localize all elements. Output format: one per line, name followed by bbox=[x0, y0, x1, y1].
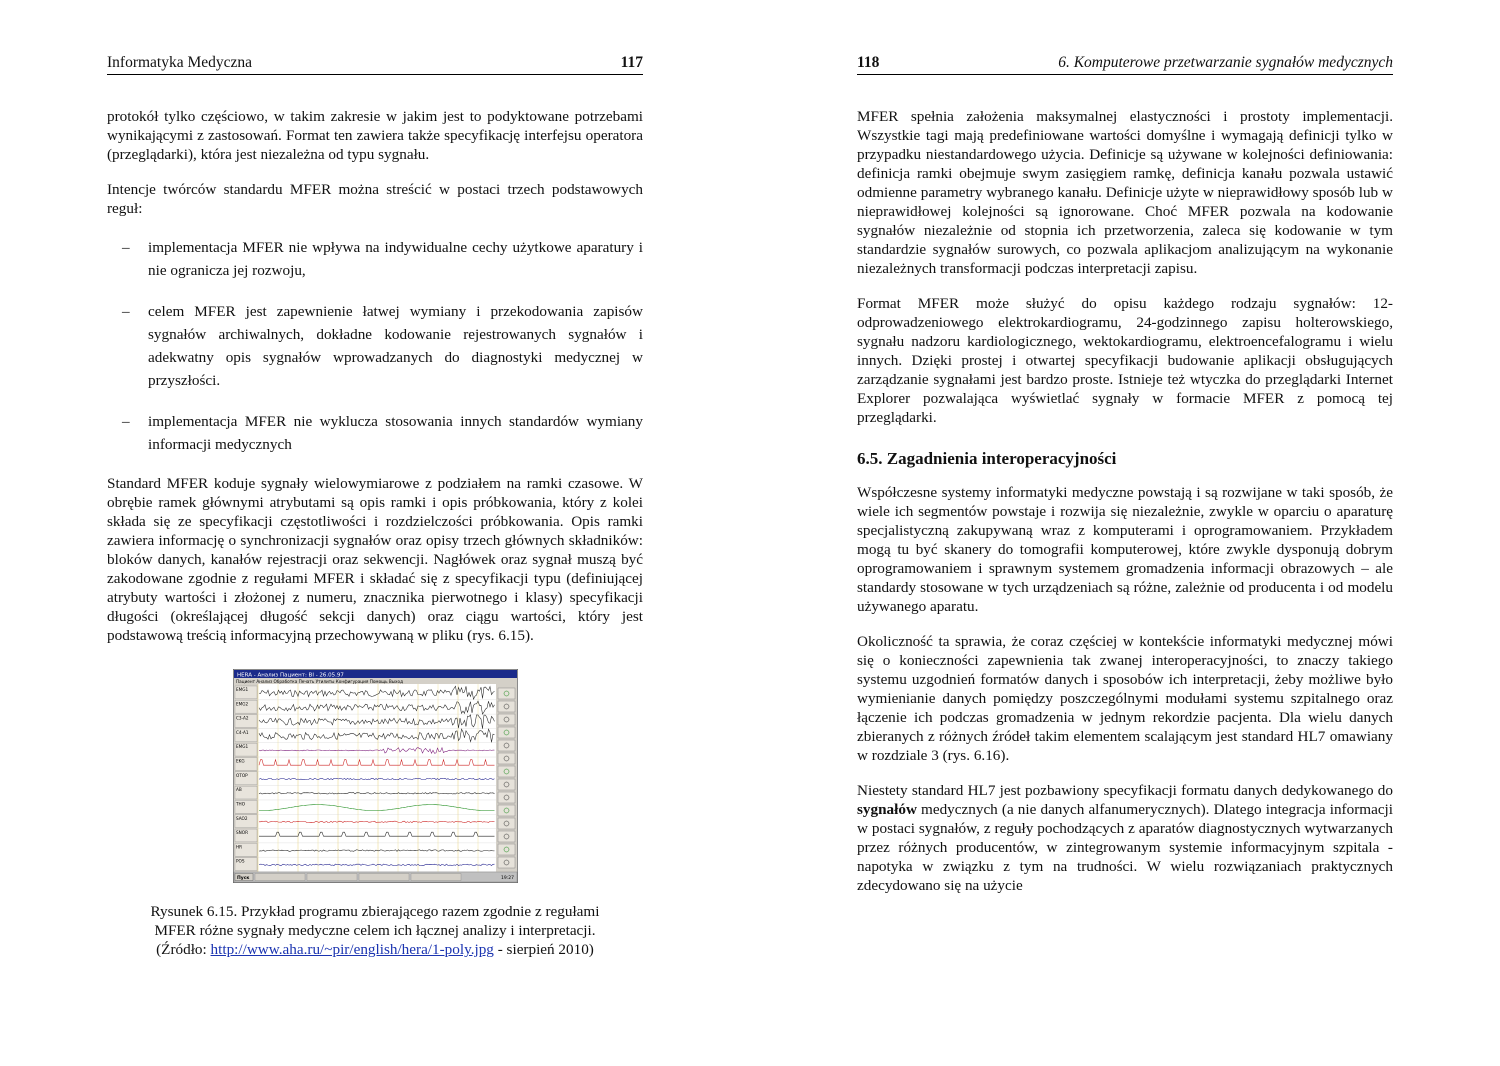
figure-start-button: Пуск bbox=[237, 876, 250, 881]
paragraph: protokół tylko częściowo, w takim zakresie w jakim jest to podyktowane potrzebami wynikającymi z zastosowań. Format ten zawiera także specyfikację interfejsu operatora (przeglądarki), która jest niezależna od typu sygnału. bbox=[107, 108, 643, 163]
list-item-text: implementacja MFER nie wpływa na indywidualne cechy użytkowe aparatury i nie ogranicza jej rozwoju, bbox=[148, 239, 643, 279]
dash-marker: – bbox=[122, 303, 130, 320]
figure-channel-label: EKG bbox=[236, 758, 245, 764]
paragraph bbox=[857, 781, 1393, 895]
hera-screenshot-image bbox=[233, 669, 518, 883]
caption-line bbox=[107, 940, 643, 959]
list-item bbox=[107, 300, 643, 392]
figure-channel-label: HR bbox=[236, 844, 243, 850]
right-page-header bbox=[857, 52, 1393, 75]
caption-source-prefix: (Źródło: bbox=[156, 941, 211, 958]
paragraph: Format MFER może służyć do opisu każdego rodzaju sygnałów: 12-odprowadzeniowego elektrokardiogramu, 24-godzinnego zapisu holterowskiego, sygnału nadzoru kardiologicznego, wektokardiogramu, elektroencefalogramu i wielu innych. Dzięki prostej i otwartej specyfikacji budowanie aplikacji obsługujących zarządzanie sygnałami jest bardzo proste. Istnieje też wtyczka do przeglądarki Internet Explorer pozwalająca wyświetlać sygnały w formacie MFER z pomocą tej przeglądarki. bbox=[857, 295, 1393, 426]
caption-source-link[interactable]: http://www.aha.ru/~pir/english/hera/1-poly.jpg bbox=[210, 941, 494, 958]
right-page-number: 118 bbox=[857, 54, 880, 71]
caption-line: MFER różne sygnały medyczne celem ich łącznej analizy i interpretacji. bbox=[154, 922, 596, 939]
list-item-text: celem MFER jest zapewnienie łatwej wymiany i przekodowania zapisów sygnałów archiwalnych, dokładne kodowanie rejestrowanych sygnałów i adekwatny opis sygnałów wprowadzanych do diagnostyki medycznej w przyszłości. bbox=[148, 303, 643, 389]
figure-channel-label: OTOP bbox=[236, 772, 248, 778]
right-header-title: 6. Komputerowe przetwarzanie sygnałów medycznych bbox=[1058, 54, 1393, 71]
figure-taskbar-clock: 19:27 bbox=[501, 876, 514, 881]
bold-term: sygnałów bbox=[857, 801, 917, 818]
figure-channel-label: THO bbox=[236, 801, 246, 807]
figure-menu: Пациент Анализ Обработка Печать Утилиты Конфигурация Помощь Выход bbox=[236, 679, 403, 684]
figure-channel-label: C3-A2 bbox=[236, 715, 249, 721]
left-header-title: Informatyka Medyczna bbox=[107, 54, 253, 71]
figure-channel-label: EMG1 bbox=[236, 687, 249, 692]
paragraph: Intencje twórców standardu MFER można streścić w postaci trzech podstawowych reguł: bbox=[107, 181, 643, 217]
left-page-header bbox=[107, 52, 643, 75]
caption-source-suffix: - sierpień 2010) bbox=[493, 941, 594, 958]
figure-channel-label: EMG2 bbox=[236, 701, 249, 707]
paragraph-text: Niestety standard HL7 jest pozbawiony specyfikacji formatu danych dedykowanego do bbox=[857, 782, 1393, 799]
figure-hera-screenshot bbox=[233, 669, 518, 883]
left-page-body bbox=[107, 107, 643, 661]
paragraph-text: medycznych (a nie danych alfanumerycznych). Dlatego integracja informacji w postaci sygnałów, z reguły pochodzących z aparatów diagnostycznych wytwarzanych przez różnych producentów, w zintegrowanym systemie informacyjnym szpitala - napotyka w związku z tym na trudności. W wielu rozwiązaniach praktycznych zdecydowano się na użycie bbox=[857, 801, 1393, 894]
dash-marker: – bbox=[122, 413, 130, 430]
figure-channel-label: C4-A1 bbox=[236, 729, 249, 735]
list-item bbox=[107, 410, 643, 456]
figure-window-title: HERA - Анализ Пациент: ВI - 26.05.97 bbox=[237, 672, 344, 679]
figure-channel-label: SNOR bbox=[236, 830, 248, 836]
paragraph: Współczesne systemy informatyki medyczne powstają i są rozwijane w taki sposób, że wiele ich segmentów powstaje i rozwija się niezależnie, zwykle w oparciu o aparaturę specjalistyczną zakupywaną wraz z komputerami i oprogramowaniem. Przykładem mogą tu być skanery do tomografii komputerowej, które zwykle dysponują dobrym oprogramowaniem i sprawnym systemem gromadzenia informacji obrazowych – ale standardy stosowane w tych urządzeniach są różne, zależnie od producenta i od modelu używanego aparatu. bbox=[857, 484, 1393, 615]
dash-marker: – bbox=[122, 239, 130, 256]
right-page bbox=[857, 0, 1393, 1066]
left-page-number: 117 bbox=[620, 54, 643, 71]
paragraph: Standard MFER koduje sygnały wielowymiarowe z podziałem na ramki czasowe. W obrębie ramek głównymi atrybutami są opis ramki i opis próbkowania, który z kolei składa się ze specyfikacji częstotliwości i rozdzielczości próbkowania. Opis ramki zawiera informację o synchronizacji sygnałów oraz opisy trzech głównych składników: bloków danych, kanałów rejestracji oraz sekwencji. Nagłówek oraz sygnał muszą być zakodowane zgodnie z regułami MFER i składać się z specyfikacji typu (definiującej atrybuty wartości i złożonej z numeru, znacznika pierwotnego i klasy) specyfikacji długości (określającej długość sekcji danych) oraz ciągu wartości, który jest podstawową treścią informacyjną przechowywaną w pliku (rys. 6.15). bbox=[107, 475, 643, 644]
figure-channel-label: EMG1 bbox=[236, 744, 249, 750]
rules-list bbox=[107, 236, 643, 456]
section-heading: 6.5. Zagadnienia interoperacyjności bbox=[857, 449, 1117, 468]
paragraph: Okoliczność ta sprawia, że coraz częściej w kontekście informatyki medycznej mówi się o konieczności zapewnienia tak zwanej interoperacyjności, to znaczy takiego systemu uzgodnień formatów danych i sposobów ich interpretacji, żeby możliwe było wymienianie danych pomiędzy poszczególnymi modułami systemu szpitalnego oraz łączenie ich podczas gromadzenia w jednym rekordzie pacjenta. Dla wielu danych zbieranych z różnych źródeł takim elementem scalającym jest standard HL7 omawiany w rozdziale 3 (rys. 6.16). bbox=[857, 633, 1393, 764]
paragraph: MFER spełnia założenia maksymalnej elastyczności i prostoty implementacji. Wszystkie tagi mają predefiniowane wartości domyślne i wymagają definicji tylko w przypadku niestandardowego użycia. Definicje są używane w kolejności definiowania: definicja ramki obejmuje swym zasięgiem ramkę, definicja kanału pozwala ustawić odmienne parametry wybranego kanału. Definicje użyte w nieprawidłowy sposób lub w nieprawidłowej kolejności są ignorowane. Choć MFER pozwala na kodowanie sygnałów niezależnie od stopnia ich przetworzenia, zaleca się kodowanie w tym standardzie sygnałów surowych, co pozwala aplikacjom analizującym na wykonanie niezależnych transformacji podczas interpretacji zapisu. bbox=[857, 108, 1393, 277]
list-item bbox=[107, 236, 643, 282]
figure-channel-label: POS bbox=[236, 858, 245, 864]
figure-channel-label: SAO2 bbox=[236, 815, 248, 821]
figure-caption bbox=[107, 902, 643, 959]
left-page bbox=[107, 0, 643, 1066]
caption-line: Rysunek 6.15. Przykład programu zbierającego razem zgodnie z regułami bbox=[150, 903, 600, 920]
figure-channel-label: AB bbox=[236, 787, 242, 793]
list-item-text: implementacja MFER nie wyklucza stosowania innych standardów wymiany informacji medycznych bbox=[148, 413, 643, 453]
right-page-body bbox=[857, 107, 1393, 911]
